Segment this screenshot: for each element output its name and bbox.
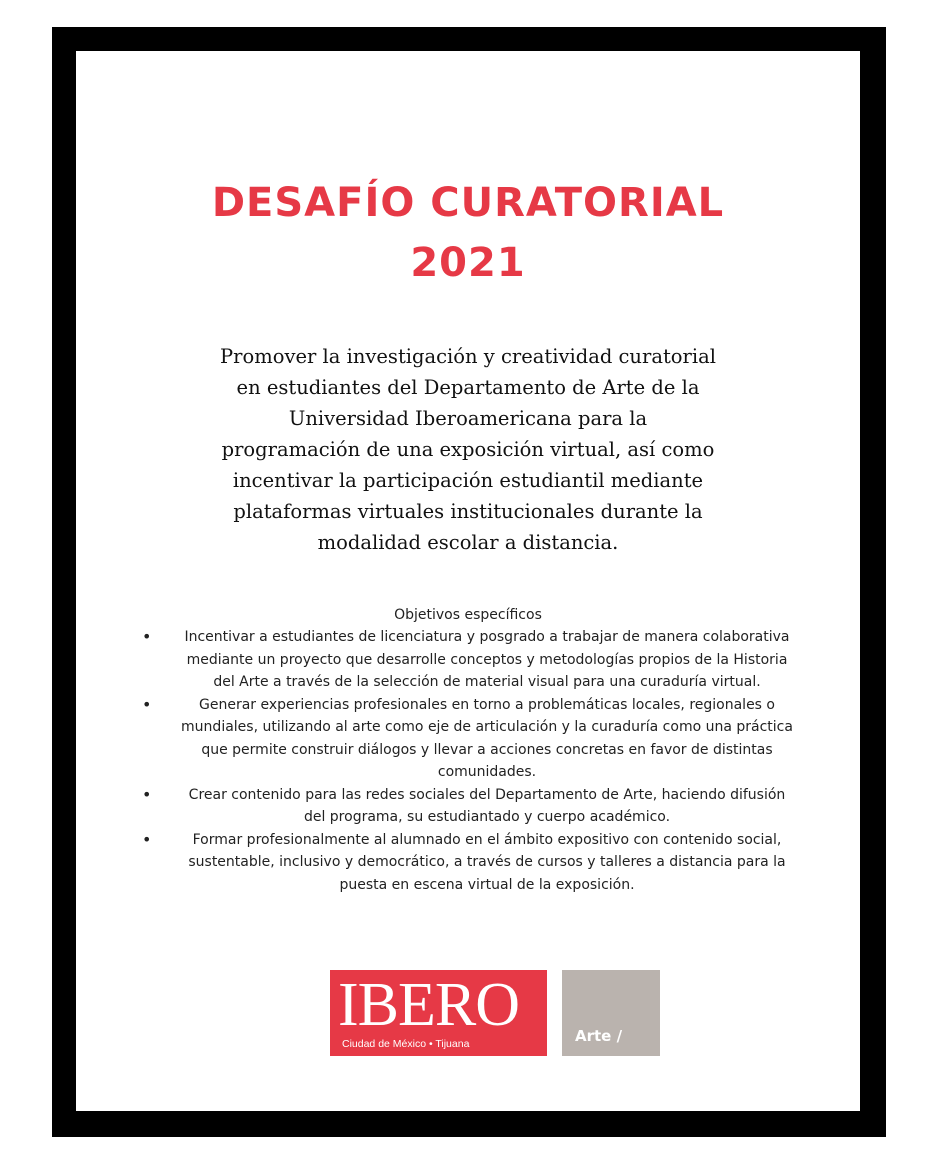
intro-line: modalidad escolar a distancia. (317, 531, 619, 554)
arte-logo (562, 970, 660, 1056)
intro-line: Promover la investigación y creatividad curatorial (220, 345, 716, 368)
ibero-logo-word: IBERO (338, 971, 519, 1039)
list-item (138, 694, 808, 784)
list-item-line: Crear contenido para las redes sociales del Departamento de Arte, haciendo difusión (188, 786, 786, 803)
arte-logo-label: Arte / (575, 1027, 623, 1045)
intro-line: en estudiantes del Departamento de Arte de la (236, 376, 700, 399)
page-title (76, 173, 860, 293)
list-item-line: Incentivar a estudiantes de licenciatura y posgrado a trabajar de manera colaborativa (184, 629, 790, 645)
ibero-logo-subtitle: Ciudad de México • Tijuana (342, 1038, 470, 1050)
bullet-icon: • (142, 694, 152, 714)
list-item-line: del Arte a través de la selección de material visual para una curaduría virtual. (213, 674, 761, 690)
title-year: 2021 (410, 240, 526, 286)
poster-sheet (76, 51, 860, 1111)
list-item-line: Generar experiencias profesionales en torno a problemáticas locales, regionales o (199, 696, 775, 713)
objectives-heading: Objetivos específicos (394, 607, 542, 623)
list-item-line: puesta en escena virtual de la exposición. (339, 876, 635, 893)
intro-line: programación de una exposición virtual, así como (221, 438, 715, 461)
list-item (138, 829, 808, 897)
intro-line: incentivar la participación estudiantil mediante (232, 469, 704, 492)
bullet-icon: • (142, 784, 152, 804)
title-line: DESAFÍO CURATORIAL (211, 180, 725, 226)
intro-line: plataformas virtuales institucionales durante la (233, 500, 703, 523)
intro-paragraph (196, 341, 740, 558)
list-item-line: que permite construir diálogos y llevar a acciones concretas en favor de distintas (201, 741, 773, 758)
list-item-line: Formar profesionalmente al alumnado en el ámbito expositivo con contenido social, (192, 831, 782, 848)
list-item (138, 626, 808, 694)
page-frame (52, 27, 886, 1137)
bullet-icon: • (142, 627, 152, 646)
list-item (138, 784, 808, 829)
ibero-logo (330, 970, 547, 1056)
list-item-line: mundiales, utilizando al arte como eje de articulación y la curaduría como una práctica (181, 719, 793, 735)
list-item-line: sustentable, inclusivo y democrático, a través de cursos y talleres a distancia para la (188, 854, 786, 870)
list-item-line: del programa, su estudiantado y cuerpo académico. (303, 809, 671, 825)
objectives-list (138, 626, 808, 896)
list-item-line: comunidades. (437, 764, 537, 780)
list-item-line: mediante un proyecto que desarrolle conceptos y metodologías propios de la Historia (186, 651, 788, 668)
intro-line: Universidad Iberoamericana para la (288, 407, 648, 430)
bullet-icon: • (142, 829, 152, 849)
